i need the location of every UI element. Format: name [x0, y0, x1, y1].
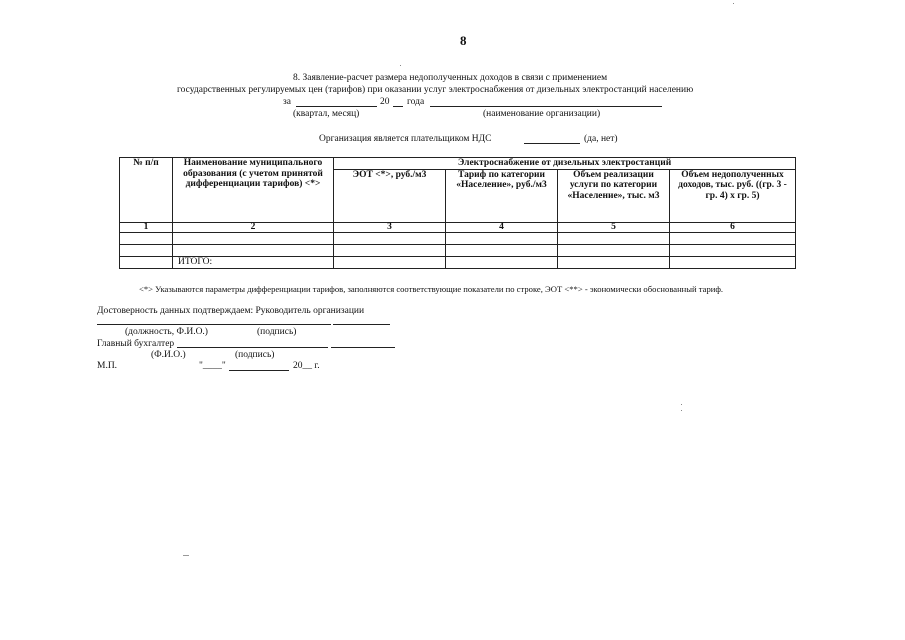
table-cell[interactable]	[558, 244, 670, 256]
table-cell[interactable]	[173, 244, 334, 256]
scan-speck	[681, 410, 682, 411]
organization-caption: (наименование организации)	[483, 109, 601, 119]
footnote: <*> Указываются параметры дифференциации тарифов, заполняются соответствующие показатели по строке, ЭОТ <**> - экономически обоснованный тариф.	[139, 284, 724, 294]
table-cell[interactable]	[334, 256, 446, 268]
confirmation-text: Достоверность данных подтверждаем: Руководитель организации	[97, 306, 365, 316]
total-row	[120, 256, 796, 268]
table-cell[interactable]	[446, 244, 558, 256]
column-number: 3	[334, 222, 446, 232]
year-suffix: года	[407, 97, 425, 107]
fio-caption: (Ф.И.О.)	[151, 350, 186, 360]
table-row	[120, 244, 796, 256]
column-header-municipality: Наименование муниципального образования (с учетом принятой дифференциации тарифов) <*>	[173, 158, 334, 223]
column-number: 6	[670, 222, 796, 232]
column-number: 5	[558, 222, 670, 232]
date-year-field[interactable]: 20__ г.	[293, 361, 320, 371]
table-cell[interactable]	[670, 256, 796, 268]
chief-accountant-signature-field-line[interactable]	[331, 347, 395, 348]
vat-payer-label: Организация является плательщиком НДС	[319, 134, 492, 144]
stamp-label: М.П.	[97, 361, 118, 371]
chief-accountant-name-field-line[interactable]	[177, 347, 328, 348]
director-signature-field-line[interactable]	[333, 324, 390, 325]
table-cell[interactable]	[120, 256, 173, 268]
signature-caption: (подпись)	[257, 327, 297, 337]
period-field-line[interactable]	[296, 106, 377, 107]
date-month-field-line[interactable]	[229, 370, 289, 371]
vat-payer-field-line[interactable]	[524, 143, 580, 144]
chief-accountant-label: Главный бухгалтер	[97, 339, 175, 349]
total-label: ИТОГО:	[173, 256, 334, 268]
column-header-sales-volume: Объем реализации услуги по категории «Население», тыс. м3	[558, 169, 670, 222]
year-field-line[interactable]	[393, 106, 403, 107]
scan-speck	[681, 404, 682, 405]
column-group-header-diesel: Электроснабжение от дизельных электростанций	[334, 158, 796, 170]
form-title-line-1: 8. Заявление-расчет размера недополученных доходов в связи с применением	[293, 73, 608, 83]
table-row	[120, 232, 796, 244]
column-number: 2	[173, 222, 334, 232]
table-cell[interactable]	[446, 256, 558, 268]
table-cell[interactable]	[334, 232, 446, 244]
period-prefix: за	[283, 97, 291, 107]
table-cell[interactable]	[173, 232, 334, 244]
table-cell[interactable]	[558, 256, 670, 268]
calculation-table	[119, 157, 796, 269]
column-header-tariff: Тариф по категории «Население», руб./м3	[446, 169, 558, 222]
column-header-lost-income: Объем недополученных доходов, тыс. руб. ((гр. 3 - гр. 4) х гр. 5)	[670, 169, 796, 222]
table-cell[interactable]	[120, 232, 173, 244]
scan-speck	[733, 3, 734, 4]
date-day-field[interactable]: "____"	[199, 361, 226, 371]
vat-payer-options: (да, нет)	[584, 134, 618, 144]
table-cell[interactable]	[446, 232, 558, 244]
table-cell[interactable]	[670, 244, 796, 256]
column-number-row	[120, 222, 796, 232]
table-cell[interactable]	[120, 244, 173, 256]
column-number: 4	[446, 222, 558, 232]
period-caption: (квартал, месяц)	[293, 109, 360, 119]
column-number: 1	[120, 222, 173, 232]
signature-caption-2: (подпись)	[235, 350, 275, 360]
director-position-field-line[interactable]	[97, 324, 331, 325]
year-prefix: 20	[380, 97, 390, 107]
page-number: 8	[460, 33, 467, 48]
scan-speck	[400, 65, 401, 66]
column-header-number: № п/п	[120, 158, 173, 223]
table-cell[interactable]	[334, 244, 446, 256]
form-title-line-2: государственных регулируемых цен (тарифов) при оказании услуг электроснабжения от дизельных электростанций населению	[177, 85, 694, 95]
scan-speck	[183, 555, 189, 556]
table-cell[interactable]	[670, 232, 796, 244]
organization-field-line[interactable]	[430, 106, 662, 107]
column-header-eot: ЭОТ <*>, руб./м3	[334, 169, 446, 222]
table-cell[interactable]	[558, 232, 670, 244]
position-caption: (должность, Ф.И.О.)	[125, 327, 208, 337]
